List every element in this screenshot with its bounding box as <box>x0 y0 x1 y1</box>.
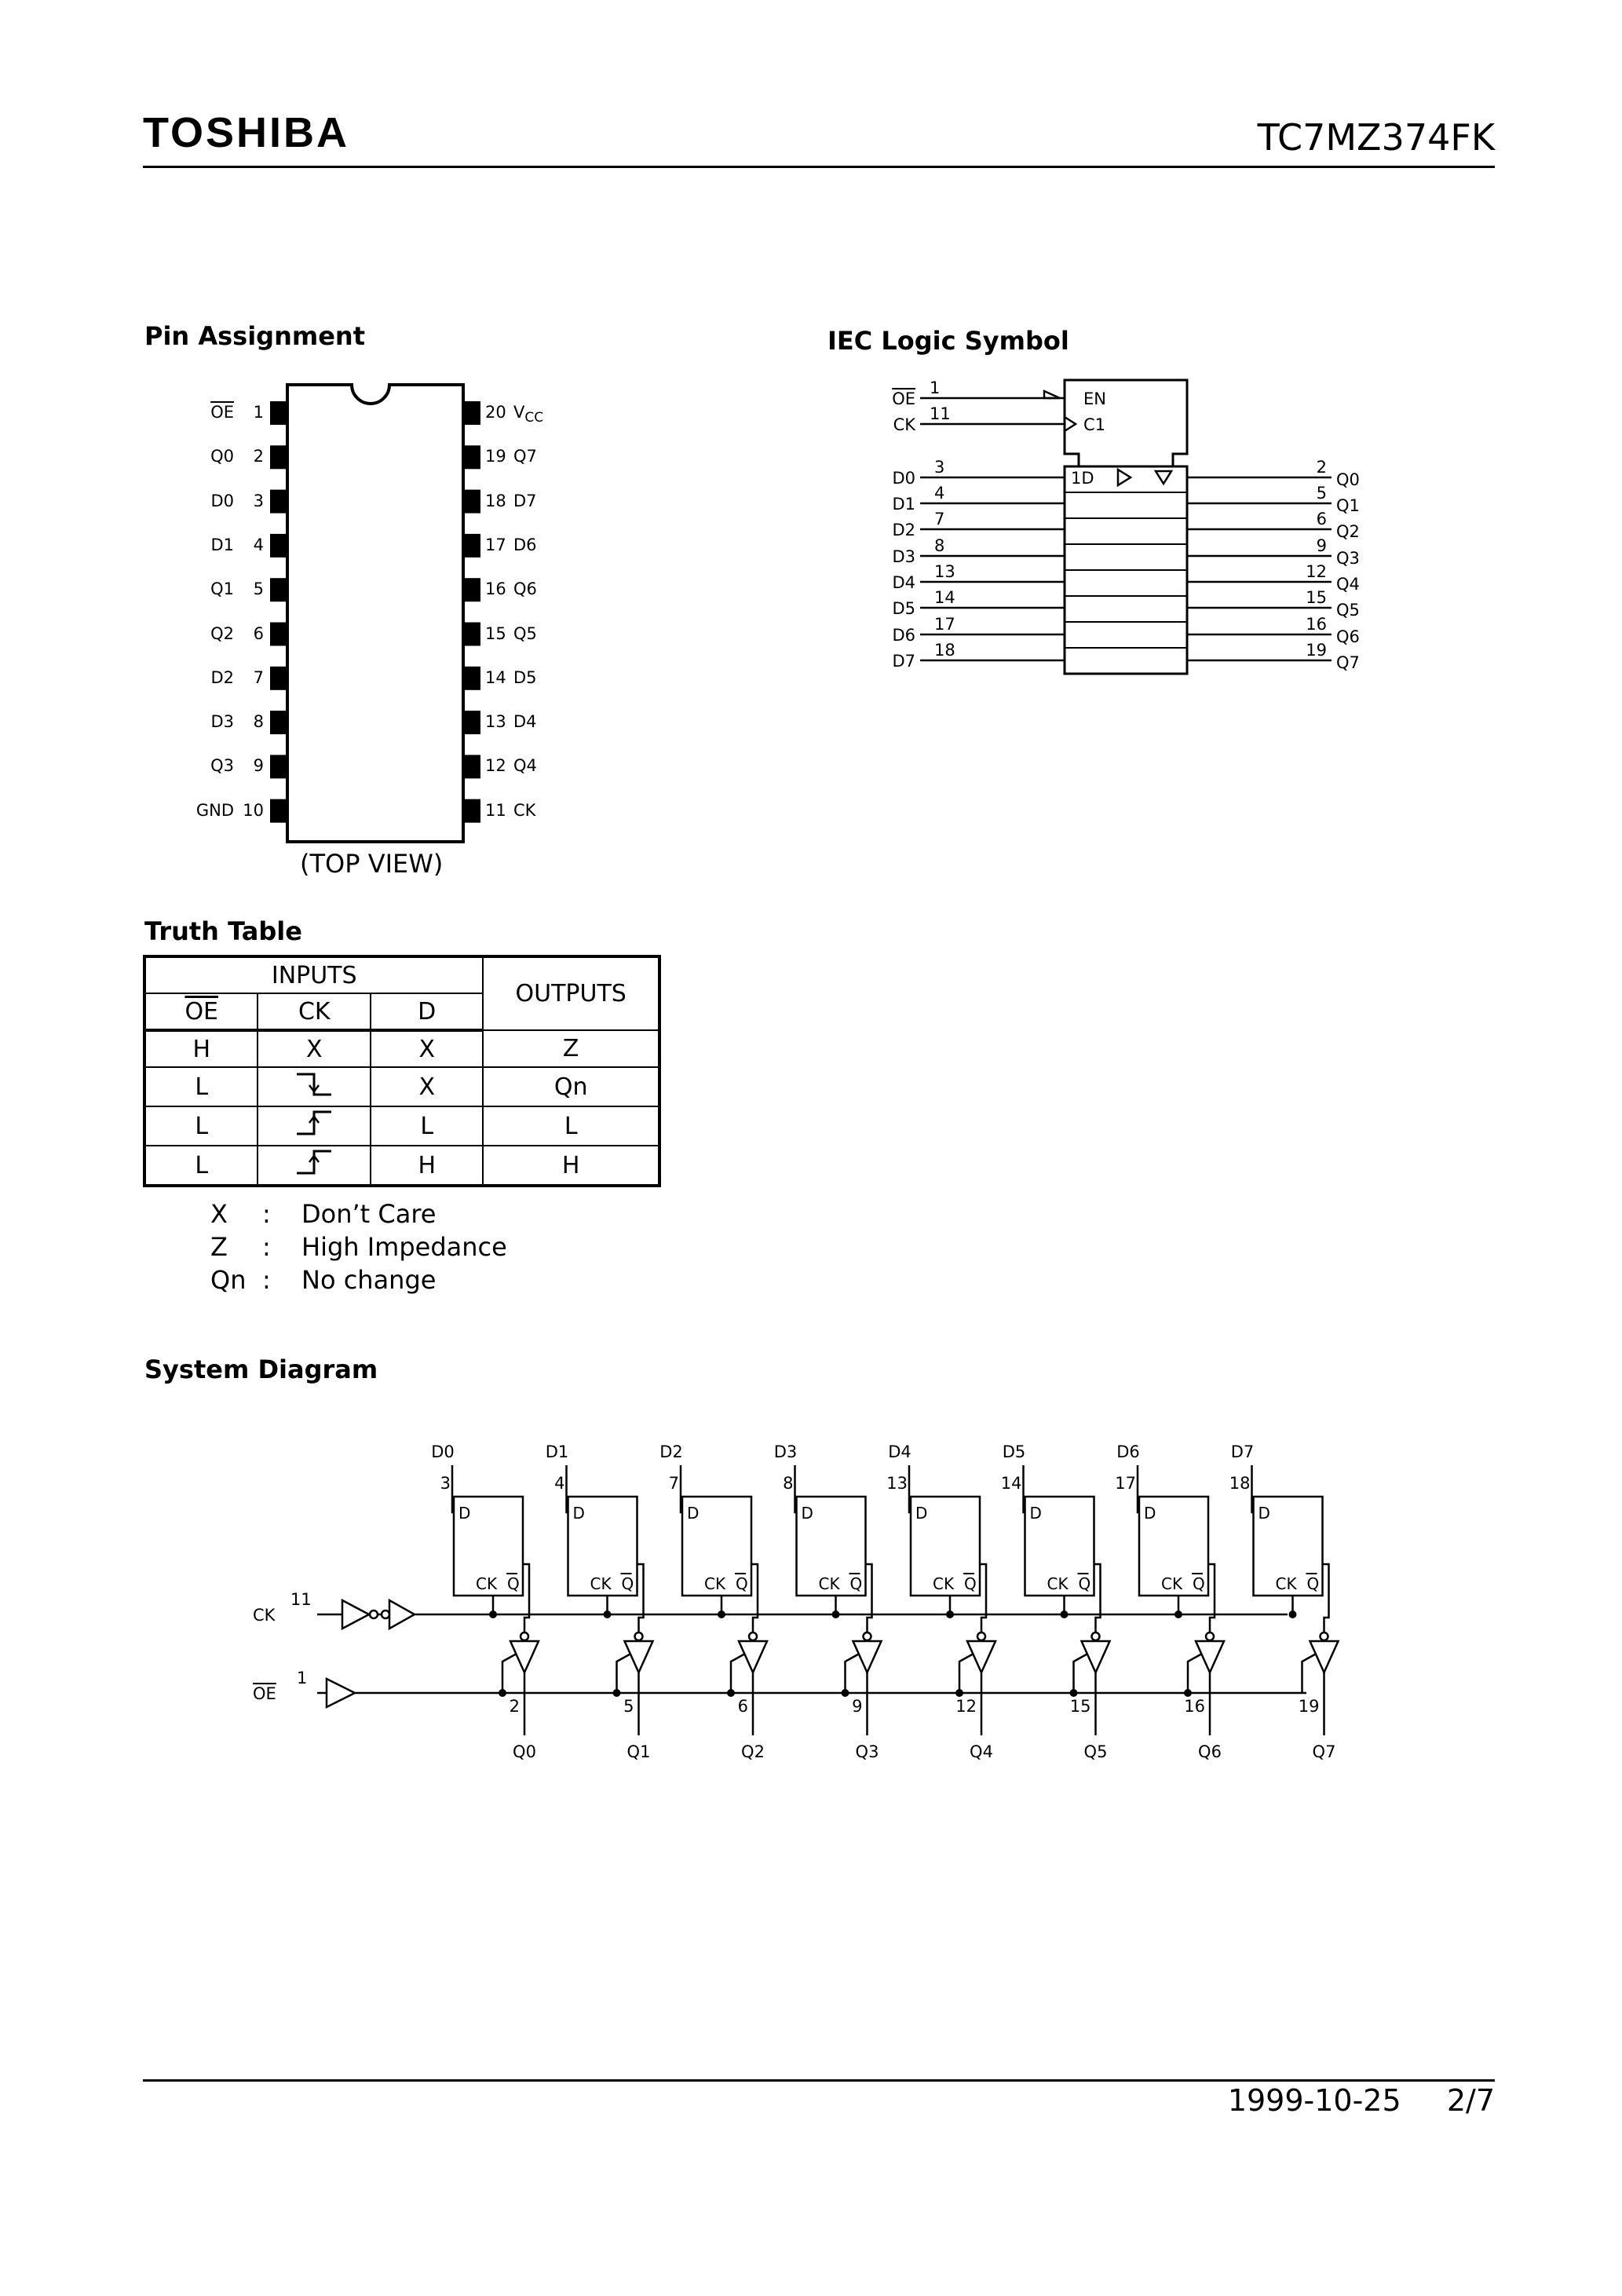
iec-output-name: Q4 <box>1336 575 1360 594</box>
ff-ck-pin: CK <box>1161 1574 1183 1593</box>
iec-input-name: D3 <box>892 547 915 566</box>
stage-q-number: 19 <box>1298 1697 1320 1716</box>
stage-d-label: D7 <box>1230 1442 1255 1461</box>
cell-oe: L <box>144 1146 258 1186</box>
stage-q-label: Q0 <box>513 1742 536 1761</box>
col-ck: CK <box>258 993 371 1030</box>
legend-sep: : <box>262 1232 271 1262</box>
pin-number: 15 <box>485 623 506 643</box>
pin-pad <box>270 755 287 778</box>
system-diagram <box>0 1413 1622 1790</box>
ff-qbar-pin: Q <box>1193 1574 1205 1593</box>
buffer-triangle-icon <box>327 1679 355 1707</box>
ff-ck-pin: CK <box>1275 1574 1297 1593</box>
junction-dot <box>604 1610 612 1618</box>
pin-number: 8 <box>253 712 264 732</box>
inverter-triangle-icon <box>342 1600 369 1629</box>
footer-date: 1999-10-25 <box>1227 2083 1401 2118</box>
flip-flop-stage <box>1001 1442 1110 1761</box>
stage-d-number: 4 <box>554 1474 565 1493</box>
pin-number: 19 <box>485 447 506 466</box>
col-d: D <box>371 993 483 1030</box>
stage-d-label: D0 <box>431 1442 455 1461</box>
inverter-bubble-icon <box>382 1610 389 1618</box>
junction-dot <box>1289 1610 1297 1618</box>
junction-dot <box>955 1689 963 1697</box>
iec-input-number: 8 <box>934 536 945 555</box>
pin-label-right <box>485 758 537 774</box>
cell-out: Z <box>483 1030 659 1067</box>
pin-number: 12 <box>485 756 506 776</box>
cell-out: H <box>483 1146 659 1186</box>
three-state-buffer-icon <box>967 1641 995 1673</box>
top-view-label: (TOP VIEW) <box>300 849 444 879</box>
pin-name: V <box>513 403 525 422</box>
junction-dot <box>718 1610 725 1618</box>
stage-q-label: Q4 <box>970 1742 993 1761</box>
stage-d-number: 13 <box>886 1474 908 1493</box>
three-state-buffer-icon <box>625 1641 653 1673</box>
table-row <box>144 1067 659 1106</box>
flip-flop-stage <box>659 1442 767 1761</box>
pin-assignment-title: Pin Assignment <box>144 321 365 351</box>
iec-output-name: Q2 <box>1336 522 1360 541</box>
inverter-bubble-icon <box>1321 1632 1328 1640</box>
system-diagram-title: System Diagram <box>144 1355 378 1384</box>
iec-output-number: 6 <box>1316 510 1327 528</box>
iec-input-number: 13 <box>934 562 955 581</box>
sys-oe-label: OE <box>253 1684 276 1703</box>
pin-name: Q5 <box>513 623 537 643</box>
iec-symbol-title: IEC Logic Symbol <box>827 326 1069 356</box>
stage-d-number: 7 <box>668 1474 679 1493</box>
iec-output-name: Q7 <box>1336 653 1360 672</box>
pin-name: CK <box>513 800 536 820</box>
pin-name: D4 <box>513 712 537 732</box>
stage-q-number: 9 <box>852 1697 863 1716</box>
pin-name: Q2 <box>210 623 234 643</box>
outputs-header: OUTPUTS <box>483 956 659 1030</box>
pin-number: 6 <box>253 623 264 643</box>
ff-d-pin: D <box>915 1504 928 1523</box>
ff-d-pin: D <box>1029 1504 1042 1523</box>
iec-output-name: Q3 <box>1336 549 1360 568</box>
legend-desc: No change <box>301 1265 437 1295</box>
inverter-bubble-icon <box>370 1610 378 1618</box>
cell-out: L <box>483 1106 659 1146</box>
pin-name: D5 <box>513 667 537 687</box>
stage-q-label: Q6 <box>1198 1742 1222 1761</box>
inverter-bubble-icon <box>521 1632 528 1640</box>
sys-ck-number: 11 <box>290 1590 312 1609</box>
pin-pad <box>270 711 287 734</box>
pin-name: D3 <box>210 712 234 732</box>
flip-flop-stage <box>431 1442 539 1761</box>
footer-text <box>1227 2083 1495 2118</box>
legend-sep: : <box>262 1265 271 1295</box>
pin-label-left <box>210 714 264 730</box>
cell-d: H <box>371 1146 483 1186</box>
iec-input-number: 7 <box>934 510 945 528</box>
cell-oe: L <box>144 1067 258 1106</box>
iec-input-number: 4 <box>934 484 945 503</box>
junction-dot <box>842 1689 849 1697</box>
inverter-bubble-icon <box>977 1632 985 1640</box>
pin-name: GND <box>195 800 234 820</box>
stage-q-label: Q5 <box>1083 1742 1108 1761</box>
ff-qbar-pin: Q <box>621 1574 634 1593</box>
stage-q-number: 12 <box>955 1697 977 1716</box>
ff-qbar-pin: Q <box>1078 1574 1091 1593</box>
three-state-buffer-icon <box>510 1641 539 1673</box>
cell-d: X <box>371 1067 483 1106</box>
junction-dot <box>727 1689 735 1697</box>
three-state-buffer-icon <box>739 1641 767 1673</box>
stage-q-label: Q3 <box>855 1742 879 1761</box>
pin-number: 4 <box>253 535 264 554</box>
pin-name: D7 <box>513 491 537 510</box>
flip-flop-stage <box>774 1442 882 1761</box>
ff-qbar-pin: Q <box>849 1574 863 1593</box>
iec-output-number: 15 <box>1306 588 1327 607</box>
pin-name: Q6 <box>513 579 537 599</box>
pin-number: 5 <box>253 579 264 599</box>
pin-label-left <box>195 800 264 820</box>
cell-d: X <box>371 1030 483 1067</box>
iec-output-name: Q6 <box>1336 627 1360 646</box>
pin-pad <box>463 711 480 734</box>
ff-d-pin: D <box>1258 1504 1270 1523</box>
iec-enable-arrow <box>1044 391 1060 398</box>
iec-output-number: 16 <box>1306 615 1327 634</box>
iec-clock-symbol <box>1065 417 1076 431</box>
stage-q-label: Q1 <box>627 1742 651 1761</box>
inverter-bubble-icon <box>864 1632 871 1640</box>
three-state-buffer-icon <box>853 1641 882 1673</box>
pin-name: D1 <box>210 535 234 554</box>
flip-flop-stage <box>1115 1442 1224 1761</box>
stage-d-label: D6 <box>1116 1442 1140 1461</box>
table-row <box>144 1106 659 1146</box>
iec-output-number: 2 <box>1316 458 1327 477</box>
table-row <box>144 1146 659 1186</box>
stage-q-label: Q2 <box>741 1742 765 1761</box>
ff-qbar-pin: Q <box>1306 1574 1320 1593</box>
stage-d-label: D1 <box>545 1442 569 1461</box>
stage-d-number: 17 <box>1115 1474 1136 1493</box>
buffer-triangle-icon <box>389 1600 415 1629</box>
footer-page: 2/7 <box>1446 2083 1495 2118</box>
stage-d-label: D2 <box>659 1442 683 1461</box>
pin-name: $\overline{OE}$ <box>210 403 234 422</box>
iec-c1-label: C1 <box>1083 415 1106 434</box>
iec-control-name: CK <box>893 415 915 434</box>
iec-input-name: D4 <box>892 573 915 592</box>
ff-ck-pin: CK <box>818 1574 840 1593</box>
pin-number: 14 <box>485 667 506 687</box>
pin-number: 10 <box>243 800 264 820</box>
stage-d-number: 8 <box>783 1474 794 1493</box>
stage-q-label: Q7 <box>1312 1742 1336 1761</box>
rising-edge-icon <box>290 1146 338 1178</box>
ff-ck-pin: CK <box>933 1574 955 1593</box>
pin-name: Q3 <box>210 756 234 776</box>
iec-input-name: D5 <box>892 599 915 618</box>
stage-d-label: D5 <box>1002 1442 1026 1461</box>
three-state-buffer-icon <box>1310 1641 1339 1673</box>
falling-edge-icon <box>290 1068 338 1099</box>
ff-ck-pin: CK <box>476 1574 498 1593</box>
pin-label-left <box>210 758 264 774</box>
junction-dot <box>946 1610 954 1618</box>
inverter-bubble-icon <box>635 1632 643 1640</box>
stage-q-number: 15 <box>1069 1697 1091 1716</box>
stage-q-number: 5 <box>623 1697 634 1716</box>
cell-ck <box>258 1146 371 1186</box>
legend-sym: X <box>210 1199 228 1229</box>
pin-name: Q1 <box>210 579 234 599</box>
ff-qbar-pin: Q <box>736 1574 748 1593</box>
junction-dot <box>1184 1689 1192 1697</box>
pin-number: 18 <box>485 491 506 510</box>
ff-d-pin: D <box>687 1504 700 1523</box>
pin-number: 9 <box>253 756 264 776</box>
cell-ck: X <box>258 1030 371 1067</box>
pin-number: 11 <box>485 800 506 820</box>
footer-rule <box>143 2079 1495 2082</box>
iec-output-number: 12 <box>1306 562 1327 581</box>
inverter-bubble-icon <box>1092 1632 1100 1640</box>
pin-name: Q7 <box>513 447 537 466</box>
stage-d-label: D4 <box>888 1442 911 1461</box>
buffer-triangle-icon <box>1118 470 1131 485</box>
junction-dot <box>1061 1610 1069 1618</box>
flip-flop-stage <box>886 1442 995 1761</box>
stage-d-number: 14 <box>1000 1474 1022 1493</box>
pin-number: 3 <box>253 491 264 510</box>
iec-input-name: D0 <box>892 469 915 488</box>
iec-output-number: 5 <box>1316 484 1327 503</box>
junction-dot <box>832 1610 840 1618</box>
iec-input-name: D2 <box>892 521 915 539</box>
iec-1d-label: 1D <box>1071 469 1094 488</box>
junction-dot <box>1174 1610 1182 1618</box>
iec-input-number: 3 <box>934 458 945 477</box>
pin-name: Q0 <box>210 447 234 466</box>
pin-name: D2 <box>210 667 234 687</box>
pin-pad <box>463 799 480 823</box>
table-row <box>144 1030 659 1067</box>
ff-d-pin: D <box>801 1504 813 1523</box>
cell-out: Qn <box>483 1067 659 1106</box>
cell-oe: L <box>144 1106 258 1146</box>
junction-dot <box>1070 1689 1078 1697</box>
ff-qbar-pin: Q <box>964 1574 977 1593</box>
inverter-bubble-icon <box>749 1632 757 1640</box>
pin-name: Q4 <box>513 756 537 776</box>
iec-output-number: 9 <box>1316 536 1327 555</box>
legend-desc: Don’t Care <box>301 1199 437 1229</box>
iec-output-name: Q5 <box>1336 601 1360 620</box>
rising-edge-icon <box>290 1107 338 1139</box>
ff-ck-pin: CK <box>1047 1574 1069 1593</box>
three-state-buffer-icon <box>1196 1641 1224 1673</box>
part-number: TC7MZ374FK <box>1257 116 1495 159</box>
stage-d-number: 3 <box>440 1474 451 1493</box>
iec-output-name: Q0 <box>1336 470 1360 489</box>
iec-output-name: Q1 <box>1336 496 1360 515</box>
pin-number: 16 <box>485 579 506 599</box>
three-state-triangle-icon <box>1156 471 1171 484</box>
iec-input-number: 18 <box>934 641 955 660</box>
stage-q-number: 2 <box>509 1697 520 1716</box>
col-oe: $\overline{OE}$ <box>184 997 219 1026</box>
brand-logo: TOSHIBA <box>143 109 350 156</box>
pin-number: 20 <box>485 403 506 422</box>
iec-logic-symbol <box>0 0 1622 707</box>
sys-oe-number: 1 <box>297 1669 308 1687</box>
stage-q-number: 16 <box>1184 1697 1205 1716</box>
flip-flop-stage <box>1229 1442 1339 1761</box>
pin-number: 7 <box>253 667 264 687</box>
iec-input-name: D7 <box>892 652 915 671</box>
pin-number: 13 <box>485 712 506 732</box>
ff-ck-pin: CK <box>590 1574 612 1593</box>
cell-d: L <box>371 1106 483 1146</box>
legend-desc: High Impedance <box>301 1232 507 1262</box>
iec-input-name: D1 <box>892 495 915 514</box>
pin-pad <box>463 755 480 778</box>
iec-output-number: 19 <box>1306 641 1327 660</box>
legend-sep: : <box>262 1199 271 1229</box>
ff-ck-pin: CK <box>704 1574 726 1593</box>
truth-table <box>143 955 661 1187</box>
stage-d-label: D3 <box>773 1442 798 1461</box>
legend-sym: Qn <box>210 1265 247 1295</box>
junction-dot <box>613 1689 621 1697</box>
pin-number: 17 <box>485 535 506 554</box>
ff-d-pin: D <box>1144 1504 1156 1523</box>
ff-d-pin: D <box>458 1504 471 1523</box>
pin-number: 1 <box>253 403 264 422</box>
iec-control-number: 1 <box>930 378 941 397</box>
pin-label-right <box>485 714 537 730</box>
truth-table-title: Truth Table <box>144 916 302 946</box>
pin-number: 2 <box>253 447 264 466</box>
pin-name: D0 <box>210 491 234 510</box>
ff-d-pin: D <box>572 1504 585 1523</box>
stage-d-number: 18 <box>1229 1474 1251 1493</box>
ff-qbar-pin: Q <box>507 1574 520 1593</box>
cell-ck <box>258 1106 371 1146</box>
junction-dot <box>499 1689 506 1697</box>
stage-q-number: 6 <box>737 1697 748 1716</box>
cell-oe: H <box>144 1030 258 1067</box>
legend-sym: Z <box>210 1232 228 1262</box>
iec-input-number: 17 <box>934 615 955 634</box>
inputs-header: INPUTS <box>144 956 483 993</box>
iec-control-name: OE <box>892 389 915 408</box>
iec-input-name: D6 <box>892 626 915 645</box>
junction-dot <box>489 1610 497 1618</box>
iec-input-number: 14 <box>934 588 955 607</box>
cell-ck <box>258 1067 371 1106</box>
sys-ck-label: CK <box>253 1606 276 1625</box>
pin-label-right <box>485 800 536 820</box>
pin-name: D6 <box>513 535 537 554</box>
flip-flop-stage <box>546 1442 653 1761</box>
iec-control-number: 11 <box>930 404 951 423</box>
inverter-bubble-icon <box>1206 1632 1214 1640</box>
pin-pad <box>270 799 287 823</box>
pin-subscript: CC <box>524 410 544 426</box>
three-state-buffer-icon <box>1082 1641 1110 1673</box>
iec-en-label: EN <box>1083 389 1106 408</box>
